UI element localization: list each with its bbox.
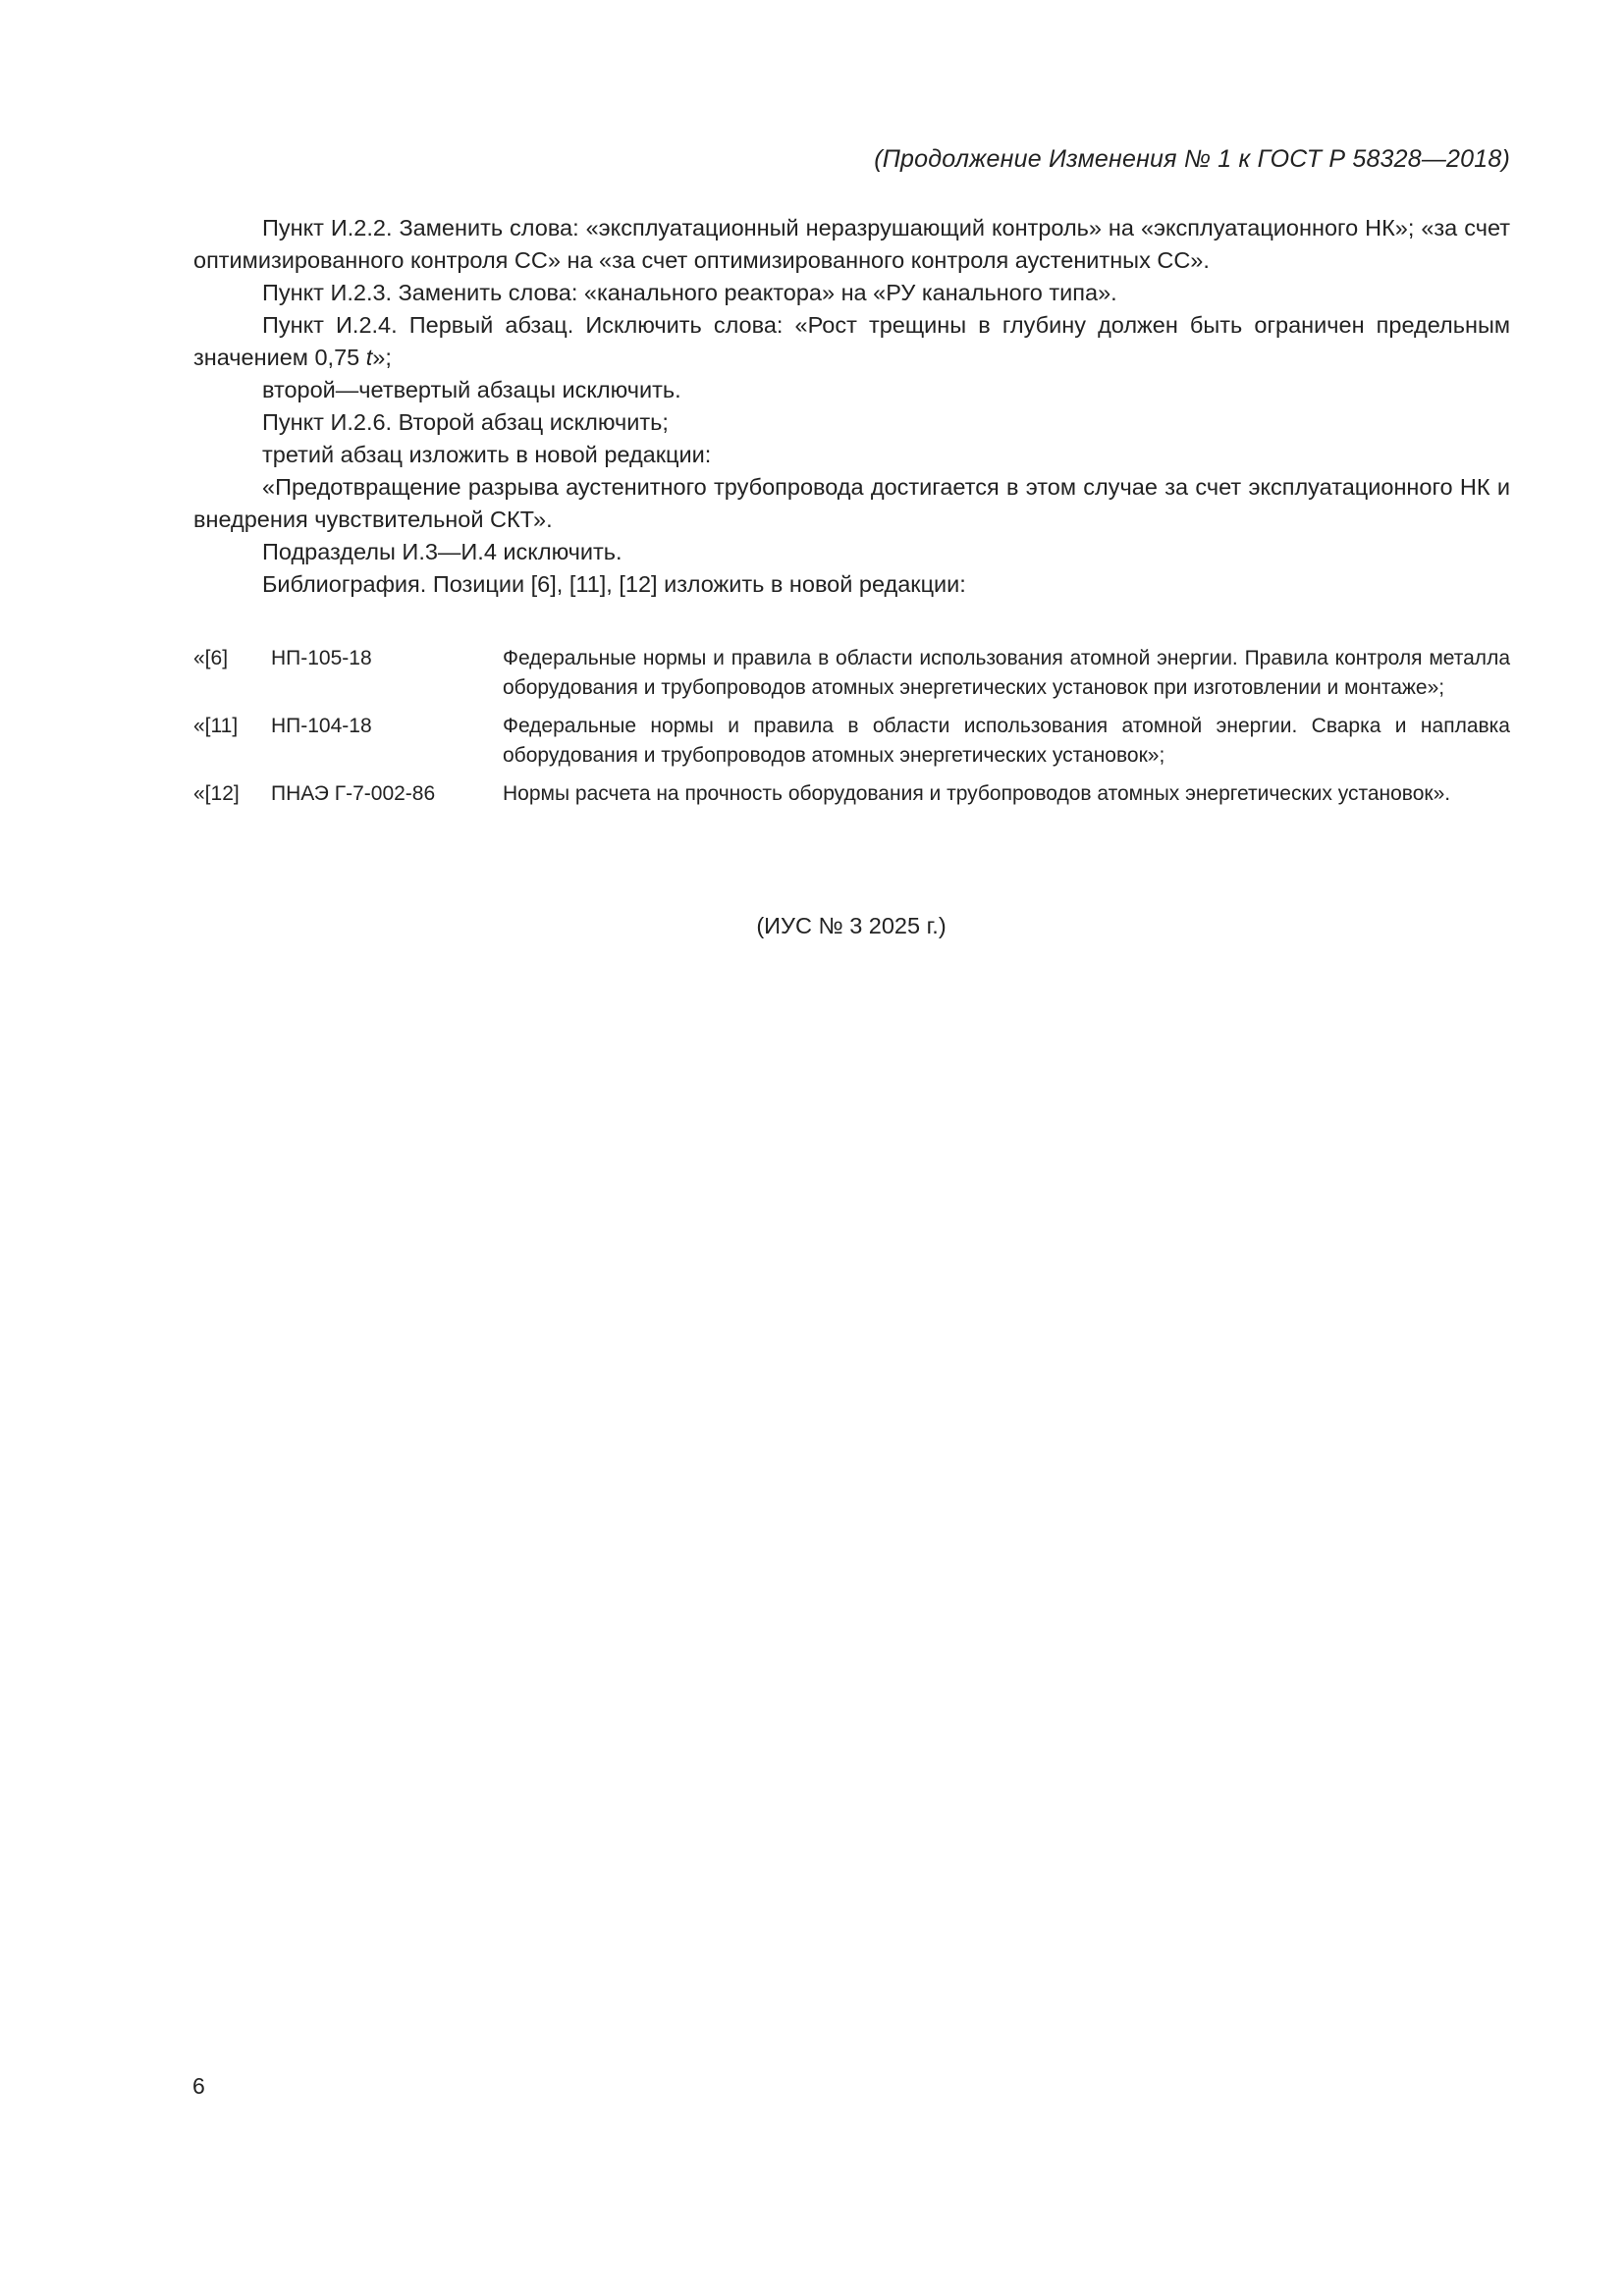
amendment-body (193, 212, 1510, 601)
variable-t: t (365, 345, 373, 370)
bibliography-list (193, 644, 1510, 819)
bibliography-entry (193, 712, 1510, 770)
bibliography-entry (193, 644, 1510, 702)
bibliography-description: Федеральные нормы и правила в области использования атомной энергии. Правила контроля металла оборудования и трубопроводов атомных энергетических установок при изготовлении и монтаже»; (503, 647, 1510, 699)
paragraph-item-2-4 (193, 309, 1510, 374)
paragraph-subsections-exclude: Подразделы И.3—И.4 исключить. (262, 539, 623, 564)
running-header: (Продолжение Изменения № 1 к ГОСТ Р 58328—2018) (874, 145, 1510, 173)
page-number: 6 (192, 2073, 205, 2099)
paragraph-item-2-6: Пункт И.2.6. Второй абзац исключить; (262, 409, 669, 435)
paragraph-item-2-4-end: »; (372, 345, 392, 370)
paragraph-item-2-2: Пункт И.2.2. Заменить слова: «эксплуатационный неразрушающий контроль» на «эксплуатационного НК»; «за счет оптимизированного контроля СС» на «за счет оптимизированного контроля аустенитных СС». (193, 215, 1510, 273)
paragraph-second-fourth-exclude: второй—четвертый абзацы исключить. (262, 377, 681, 402)
bibliography-entry (193, 779, 1510, 809)
bibliography-description: Федеральные нормы и правила в области использования атомной энергии. Сварка и наплавка оборудования и трубопроводов атомных энергетических установок»; (503, 715, 1510, 767)
bibliography-number: «[6] (193, 647, 229, 669)
bibliography-code: ПНАЭ Г-7-002-86 (271, 782, 436, 805)
bibliography-number: «[11] (193, 715, 239, 737)
bibliography-number: «[12] (193, 782, 240, 805)
bibliography-description: Нормы расчета на прочность оборудования и трубопроводов атомных энергетических установок». (503, 782, 1451, 805)
paragraph-item-2-4-text: Пункт И.2.4. Первый абзац. Исключить слова: «Рост трещины в глубину должен быть ограничен предельным значением 0,75 (193, 312, 1510, 370)
ius-reference: (ИУС № 3 2025 г.) (756, 913, 947, 938)
bibliography-code: НП-105-18 (271, 647, 372, 669)
paragraph-quote-new-text: «Предотвращение разрыва аустенитного трубопровода достигается в этом случае за счет эксплуатационного НК и внедрения чувствительной СКТ». (193, 474, 1510, 532)
paragraph-bibliography-intro: Библиография. Позиции [6], [11], [12] изложить в новой редакции: (262, 571, 966, 597)
paragraph-item-2-3: Пункт И.2.3. Заменить слова: «канального реактора» на «РУ канального типа». (262, 280, 1117, 305)
paragraph-third-new-edition: третий абзац изложить в новой редакции: (262, 442, 712, 467)
bibliography-code: НП-104-18 (271, 715, 372, 737)
